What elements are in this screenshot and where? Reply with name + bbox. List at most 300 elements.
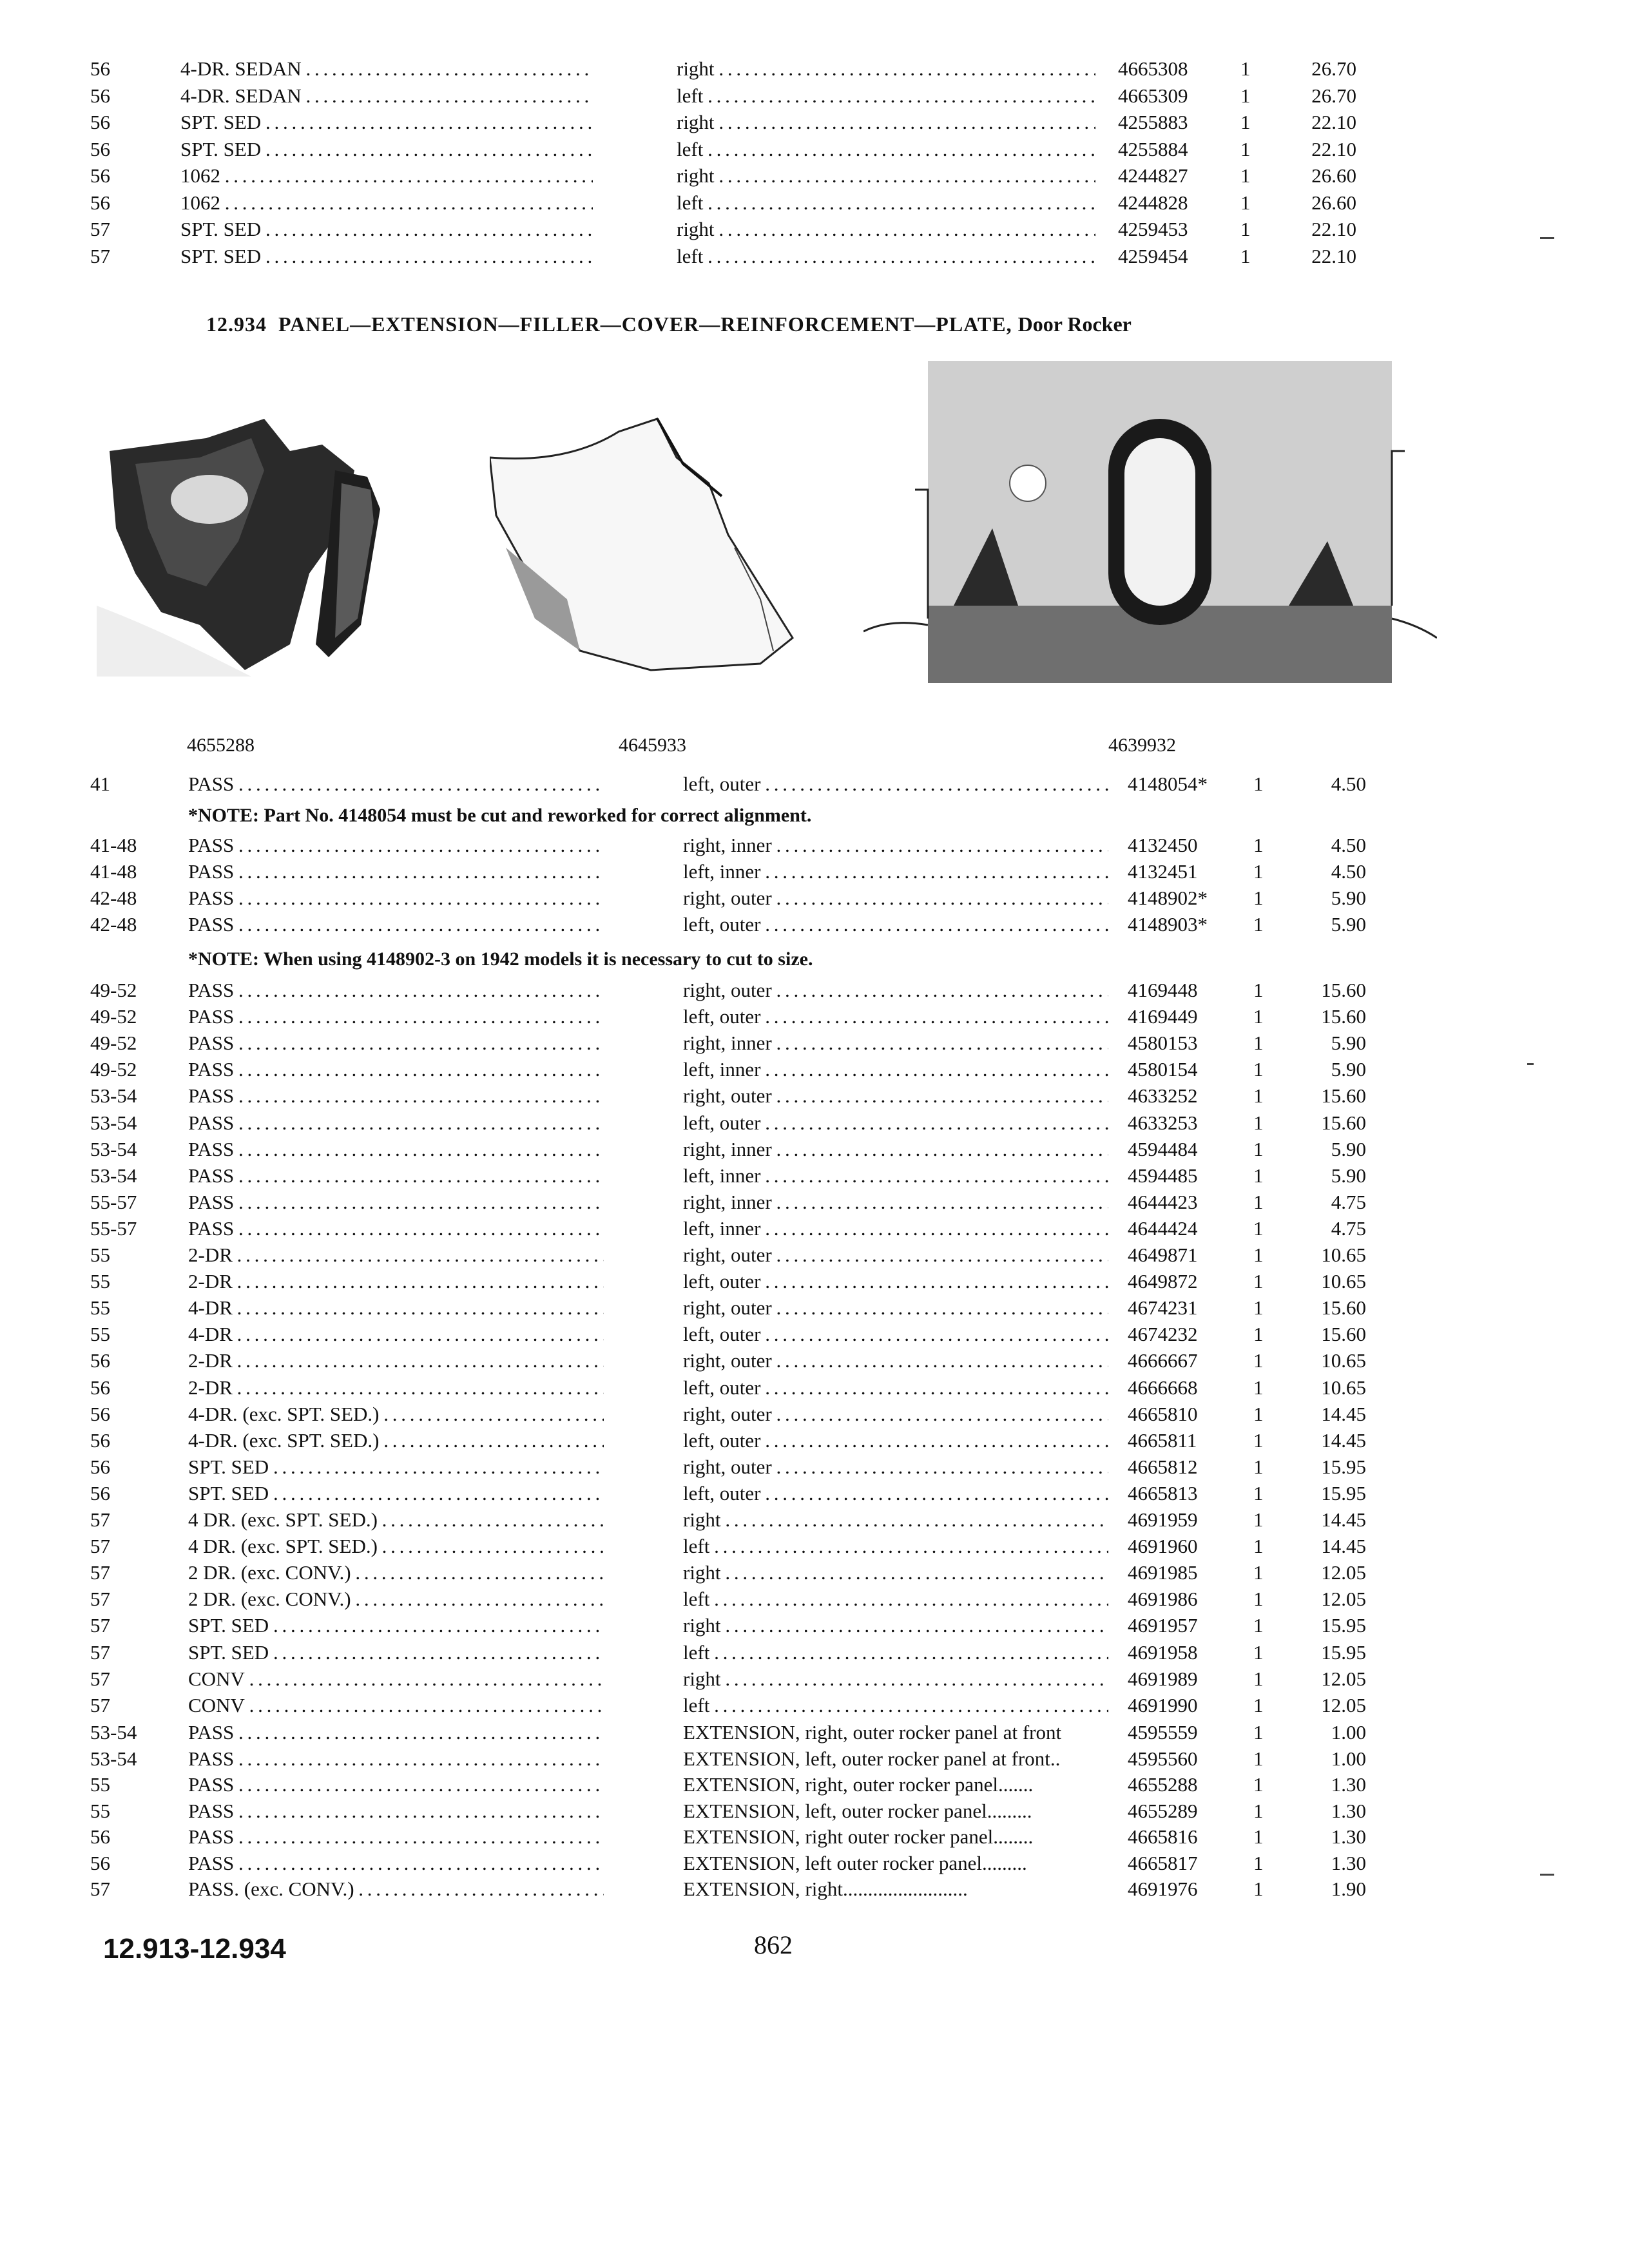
cell-qty: 1: [1253, 1481, 1264, 1504]
cell-qty: 1: [1253, 1190, 1264, 1213]
cell-year: 57: [90, 218, 110, 240]
table-row: [0, 911, 1629, 938]
table-row: [0, 1533, 1629, 1560]
cell-price: 5.90: [1331, 913, 1366, 936]
cell-year: 56: [90, 1428, 110, 1452]
cell-qty: 1: [1253, 1878, 1264, 1900]
cell-year: 53-54: [90, 1721, 137, 1744]
cell-part: 4691958: [1128, 1640, 1198, 1664]
cell-qty: 1: [1240, 111, 1251, 133]
cell-desc: left, outer . . .: [683, 1110, 1108, 1137]
table-row: [0, 1189, 1629, 1216]
cell-desc: right . . .: [677, 55, 1095, 82]
table-row: [0, 1850, 1629, 1877]
cell-model: PASS . . .: [188, 1850, 604, 1877]
cell-model: PASS . . .: [188, 1030, 604, 1057]
cell-qty: 1: [1253, 913, 1264, 936]
cell-year: 57: [90, 1535, 110, 1558]
cell-model: PASS . . .: [188, 885, 604, 912]
cell-qty: 1: [1253, 1111, 1264, 1134]
cell-year: 57: [90, 1640, 110, 1664]
cell-qty: 1: [1253, 1851, 1264, 1874]
cell-part: 4665309: [1118, 84, 1188, 107]
cell-model: PASS . . .: [188, 1798, 604, 1825]
cell-price: 1.30: [1331, 1799, 1366, 1822]
cell-price: 22.10: [1311, 111, 1356, 133]
table-row: [0, 858, 1629, 885]
cell-model: 4-DR. (exc. SPT. SED.) . . .: [188, 1401, 604, 1428]
cell-model: 1062 . . .: [180, 162, 593, 189]
cell-model: SPT. SED . . .: [180, 136, 593, 163]
cell-part: 4691960: [1128, 1535, 1198, 1558]
cell-year: 55: [90, 1270, 110, 1293]
table-row: [0, 1586, 1629, 1613]
cell-desc: right, outer . . .: [683, 1294, 1108, 1321]
table-row: [0, 1401, 1629, 1428]
cell-year: 55: [90, 1296, 110, 1320]
cell-qty: 1: [1253, 1508, 1264, 1531]
cell-qty: 1: [1253, 887, 1264, 909]
cell-year: 56: [90, 1851, 110, 1874]
cell-desc: right, inner . . .: [683, 1189, 1108, 1216]
cell-model: PASS . . .: [188, 1136, 604, 1163]
cell-model: 4-DR. (exc. SPT. SED.) . . .: [188, 1427, 604, 1454]
table-row: [0, 1030, 1629, 1057]
cell-part: 4259454: [1118, 244, 1188, 267]
cell-part: 4580154: [1128, 1058, 1198, 1081]
cell-year: 53-54: [90, 1111, 137, 1134]
cell-desc: left, outer . . .: [683, 1480, 1108, 1507]
margin-tick: [1527, 1063, 1534, 1065]
table-row: [0, 1719, 1629, 1746]
cell-qty: 1: [1253, 1137, 1264, 1160]
cell-year: 57: [90, 244, 110, 267]
table-row: [0, 977, 1629, 1004]
cell-year: 56: [90, 1455, 110, 1478]
cell-desc: EXTENSION, right, outer rocker panel.......: [683, 1773, 1034, 1796]
cell-year: 55: [90, 1323, 110, 1346]
cell-year: 49-52: [90, 979, 137, 1001]
cell-qty: 1: [1253, 1721, 1264, 1744]
cell-desc: left, inner . . .: [683, 1215, 1108, 1242]
cell-qty: 1: [1253, 1376, 1264, 1399]
cell-desc: right . . .: [683, 1559, 1108, 1586]
cell-model: 2-DR . . .: [188, 1374, 604, 1401]
cell-qty: 1: [1253, 979, 1264, 1001]
cell-part: 4665308: [1118, 57, 1188, 80]
cell-price: 14.45: [1321, 1535, 1366, 1558]
cell-price: 12.05: [1321, 1693, 1366, 1716]
cell-desc: right, outer . . .: [683, 1347, 1108, 1374]
cell-model: SPT. SED . . .: [180, 109, 593, 136]
cell-qty: 1: [1253, 1244, 1264, 1266]
table-row: [0, 1559, 1629, 1586]
cell-qty: 1: [1253, 1825, 1264, 1848]
cell-model: SPT. SED . . .: [188, 1612, 604, 1639]
cell-year: 56: [90, 1825, 110, 1848]
cell-model: PASS. (exc. CONV.) . . .: [188, 1876, 604, 1903]
cell-desc: left, outer . . .: [683, 1374, 1108, 1401]
cell-price: 4.50: [1331, 773, 1366, 795]
table-row: [0, 1745, 1629, 1773]
cell-year: 49-52: [90, 1005, 137, 1028]
cell-desc: left, outer . . .: [683, 1321, 1108, 1348]
cell-model: PASS . . .: [188, 1110, 604, 1137]
cell-year: 56: [90, 1349, 110, 1372]
cell-desc: right, outer . . .: [683, 977, 1108, 1004]
cell-model: PASS . . .: [188, 832, 604, 859]
cell-model: PASS . . .: [188, 1162, 604, 1189]
table-row: [0, 832, 1629, 859]
table-row: [0, 1136, 1629, 1163]
cell-price: 5.90: [1331, 1032, 1366, 1055]
table-row: [0, 1454, 1629, 1481]
cell-qty: 1: [1253, 1296, 1264, 1320]
cell-year: 57: [90, 1693, 110, 1716]
cell-part: 4633252: [1128, 1084, 1198, 1108]
cell-desc: EXTENSION, right outer rocker panel........: [683, 1825, 1034, 1848]
page-number: 862: [754, 1930, 793, 1959]
cell-price: 5.90: [1331, 1164, 1366, 1187]
cell-part: 4691957: [1128, 1614, 1198, 1637]
cell-price: 10.65: [1321, 1349, 1366, 1372]
note-1: *NOTE: Part No. 4148054 must be cut and reworked for correct alignment.: [188, 805, 812, 826]
cell-qty: 1: [1253, 1323, 1264, 1346]
cell-desc: right, inner . . .: [683, 1030, 1108, 1057]
cell-qty: 1: [1253, 1402, 1264, 1425]
table-row: [0, 885, 1629, 912]
table-row: [0, 136, 1629, 163]
cell-model: 2-DR . . .: [188, 1242, 604, 1269]
cell-part: 4169448: [1128, 979, 1198, 1001]
cell-part: 4655288: [1128, 1773, 1198, 1796]
cell-qty: 1: [1253, 1428, 1264, 1452]
cell-desc: left, inner . . .: [683, 858, 1108, 885]
cell-part: 4665813: [1128, 1481, 1198, 1504]
cell-part: 4595559: [1128, 1721, 1198, 1744]
cell-price: 14.45: [1321, 1428, 1366, 1452]
table-row: [0, 216, 1629, 243]
cell-year: 57: [90, 1561, 110, 1584]
cell-qty: 1: [1253, 1164, 1264, 1187]
part-illustration-4639932: [863, 361, 1437, 696]
cell-desc: left, outer . . .: [683, 1003, 1108, 1030]
cell-model: 2-DR . . .: [188, 1347, 604, 1374]
cell-desc: right, inner . . .: [683, 1136, 1108, 1163]
table-row: [0, 55, 1629, 82]
cell-part: 4666667: [1128, 1349, 1198, 1372]
cell-qty: 1: [1253, 1667, 1264, 1690]
section-heading: [206, 312, 1132, 336]
cell-part: 4244828: [1118, 191, 1188, 214]
cell-year: 56: [90, 1376, 110, 1399]
cell-part: 4148903*: [1128, 913, 1208, 936]
table-row: [0, 243, 1629, 270]
cell-model: PASS . . .: [188, 1082, 604, 1110]
cell-year: 41-48: [90, 860, 137, 883]
cell-qty: 1: [1253, 1270, 1264, 1293]
cell-model: 4-DR . . .: [188, 1321, 604, 1348]
section-number: 12.934: [206, 312, 267, 336]
cell-price: 15.60: [1321, 1296, 1366, 1320]
cell-desc: EXTENSION, right.........................: [683, 1878, 968, 1900]
table-row: [0, 162, 1629, 189]
cell-year: 56: [90, 1402, 110, 1425]
cell-desc: EXTENSION, left, outer rocker panel at front..: [683, 1747, 1061, 1770]
cell-qty: 1: [1253, 1058, 1264, 1081]
cell-desc: right, inner . . .: [683, 832, 1108, 859]
cell-part: 4580153: [1128, 1032, 1198, 1055]
cell-price: 26.70: [1311, 84, 1356, 107]
cell-part: 4674232: [1128, 1323, 1198, 1346]
table-row: [0, 1162, 1629, 1189]
cell-price: 15.95: [1321, 1614, 1366, 1637]
cell-model: PASS . . .: [188, 771, 604, 798]
cell-year: 56: [90, 57, 110, 80]
cell-qty: 1: [1240, 244, 1251, 267]
cell-part: 4259453: [1118, 218, 1188, 240]
part-illustration-4655288: [97, 412, 445, 677]
cell-price: 12.05: [1321, 1667, 1366, 1690]
cell-price: 4.75: [1331, 1216, 1366, 1240]
table-row: [0, 771, 1629, 798]
cell-part: 4674231: [1128, 1296, 1198, 1320]
section-range: 12.913-12.934: [103, 1933, 286, 1965]
cell-part: 4169449: [1128, 1005, 1198, 1028]
cell-year: 57: [90, 1667, 110, 1690]
cell-year: 57: [90, 1614, 110, 1637]
photo-label-1: 4655288: [187, 735, 255, 756]
cell-qty: 1: [1253, 1455, 1264, 1478]
cell-model: 4 DR. (exc. SPT. SED.) . . .: [188, 1506, 604, 1533]
cell-year: 56: [90, 1481, 110, 1504]
cell-part: 4633253: [1128, 1111, 1198, 1134]
cell-desc: right, outer . . .: [683, 1242, 1108, 1269]
table-row: [0, 1639, 1629, 1666]
cell-qty: 1: [1253, 1084, 1264, 1108]
cell-model: PASS . . .: [188, 1771, 604, 1798]
cell-model: 4 DR. (exc. SPT. SED.) . . .: [188, 1533, 604, 1560]
cell-price: 10.65: [1321, 1376, 1366, 1399]
cell-qty: 1: [1253, 1799, 1264, 1822]
cell-qty: 1: [1240, 218, 1251, 240]
table-row: [0, 1374, 1629, 1401]
cell-year: 56: [90, 137, 110, 160]
cell-qty: 1: [1253, 1588, 1264, 1611]
table-row: [0, 189, 1629, 216]
cell-part: 4148054*: [1128, 773, 1208, 795]
cell-model: 4-DR. SEDAN . . .: [180, 55, 593, 82]
cell-model: SPT. SED . . .: [180, 243, 593, 270]
cell-qty: 1: [1253, 1216, 1264, 1240]
cell-qty: 1: [1253, 1614, 1264, 1637]
cell-price: 15.60: [1321, 979, 1366, 1001]
table-row: [0, 1823, 1629, 1850]
cell-part: 4595560: [1128, 1747, 1198, 1770]
cell-model: 4-DR . . .: [188, 1294, 604, 1321]
cell-desc: right . . .: [677, 162, 1095, 189]
cell-price: 4.75: [1331, 1190, 1366, 1213]
cell-part: 4132451: [1128, 860, 1198, 883]
cell-qty: 1: [1240, 137, 1251, 160]
cell-model: PASS . . .: [188, 1215, 604, 1242]
cell-price: 1.90: [1331, 1878, 1366, 1900]
table-row: [0, 1003, 1629, 1030]
cell-price: 10.65: [1321, 1270, 1366, 1293]
cell-year: 41: [90, 773, 110, 795]
cell-price: 1.30: [1331, 1825, 1366, 1848]
cell-part: 4665817: [1128, 1851, 1198, 1874]
cell-part: 4666668: [1128, 1376, 1198, 1399]
cell-model: PASS . . .: [188, 1719, 604, 1746]
cell-desc: left . . .: [677, 243, 1095, 270]
cell-price: 22.10: [1311, 244, 1356, 267]
table-row: [0, 1268, 1629, 1295]
cell-year: 55: [90, 1799, 110, 1822]
cell-year: 53-54: [90, 1164, 137, 1187]
part-illustration-4645933: [490, 406, 812, 677]
table-row: [0, 1798, 1629, 1825]
cell-price: 4.50: [1331, 834, 1366, 856]
table-row: [0, 1056, 1629, 1083]
cell-part: 4691989: [1128, 1667, 1198, 1690]
cell-part: 4594484: [1128, 1137, 1198, 1160]
cell-desc: left . . .: [677, 189, 1095, 216]
cell-qty: 1: [1240, 57, 1251, 80]
table-row: [0, 1666, 1629, 1693]
cell-model: 2-DR . . .: [188, 1268, 604, 1295]
note-2: *NOTE: When using 4148902-3 on 1942 models it is necessary to cut to size.: [188, 948, 813, 970]
cell-price: 15.60: [1321, 1111, 1366, 1134]
table-row: [0, 82, 1629, 110]
cell-desc: left . . .: [677, 82, 1095, 110]
cell-part: 4665816: [1128, 1825, 1198, 1848]
cell-year: 57: [90, 1878, 110, 1900]
cell-desc: EXTENSION, right, outer rocker panel at front: [683, 1721, 1062, 1744]
cell-price: 15.95: [1321, 1455, 1366, 1478]
cell-desc: left . . .: [677, 136, 1095, 163]
table-row: [0, 109, 1629, 136]
table-row: [0, 1082, 1629, 1110]
cell-qty: 1: [1253, 1747, 1264, 1770]
cell-part: 4691990: [1128, 1693, 1198, 1716]
margin-tick: [1540, 237, 1554, 239]
table-row: [0, 1347, 1629, 1374]
cell-qty: 1: [1253, 1032, 1264, 1055]
table-row: [0, 1427, 1629, 1454]
cell-part: 4244827: [1118, 164, 1188, 187]
cell-price: 15.95: [1321, 1481, 1366, 1504]
cell-part: 4691959: [1128, 1508, 1198, 1531]
cell-part: 4655289: [1128, 1799, 1198, 1822]
cell-price: 1.30: [1331, 1773, 1366, 1796]
cell-qty: 1: [1253, 860, 1264, 883]
cell-part: 4665811: [1128, 1428, 1197, 1452]
cell-price: 14.45: [1321, 1508, 1366, 1531]
cell-part: 4691986: [1128, 1588, 1198, 1611]
cell-desc: EXTENSION, left outer rocker panel.........: [683, 1851, 1027, 1874]
cell-part: 4649871: [1128, 1244, 1198, 1266]
cell-qty: 1: [1240, 84, 1251, 107]
cell-year: 42-48: [90, 887, 137, 909]
table-row: [0, 1692, 1629, 1719]
cell-qty: 1: [1253, 1005, 1264, 1028]
cell-part: 4132450: [1128, 834, 1198, 856]
table-row: [0, 1215, 1629, 1242]
cell-price: 5.90: [1331, 1058, 1366, 1081]
cell-model: 4-DR. SEDAN . . .: [180, 82, 593, 110]
cell-model: SPT. SED . . .: [188, 1639, 604, 1666]
cell-part: 4148902*: [1128, 887, 1208, 909]
cell-price: 22.10: [1311, 137, 1356, 160]
cell-model: PASS . . .: [188, 1823, 604, 1850]
cell-price: 14.45: [1321, 1402, 1366, 1425]
table-row: [0, 1876, 1629, 1903]
cell-part: 4691976: [1128, 1878, 1198, 1900]
cell-price: 15.60: [1321, 1084, 1366, 1108]
table-row: [0, 1294, 1629, 1321]
cell-price: 15.60: [1321, 1323, 1366, 1346]
table-row: [0, 1321, 1629, 1348]
cell-year: 55: [90, 1244, 110, 1266]
cell-qty: 1: [1253, 834, 1264, 856]
cell-year: 53-54: [90, 1084, 137, 1108]
cell-part: 4594485: [1128, 1164, 1198, 1187]
cell-price: 26.60: [1311, 164, 1356, 187]
cell-year: 56: [90, 84, 110, 107]
table-row: [0, 1480, 1629, 1507]
cell-price: 1.30: [1331, 1851, 1366, 1874]
cell-desc: left, outer . . .: [683, 911, 1108, 938]
cell-price: 26.60: [1311, 191, 1356, 214]
cell-model: 2 DR. (exc. CONV.) . . .: [188, 1586, 604, 1613]
cell-year: 57: [90, 1588, 110, 1611]
cell-desc: left, inner . . .: [683, 1162, 1108, 1189]
cell-desc: left, outer . . .: [683, 771, 1108, 798]
cell-part: 4691985: [1128, 1561, 1198, 1584]
cell-qty: 1: [1240, 191, 1251, 214]
cell-qty: 1: [1253, 1535, 1264, 1558]
cell-qty: 1: [1253, 1349, 1264, 1372]
cell-qty: 1: [1253, 1773, 1264, 1796]
table-row: [0, 1612, 1629, 1639]
cell-year: 53-54: [90, 1137, 137, 1160]
section-title: PANEL—EXTENSION—FILLER—COVER—REINFORCEMENT—PLATE,: [278, 312, 1012, 336]
cell-desc: left, inner . . .: [683, 1056, 1108, 1083]
cell-part: 4644424: [1128, 1216, 1198, 1240]
cell-desc: right, outer . . .: [683, 885, 1108, 912]
cell-qty: 1: [1253, 773, 1264, 795]
cell-price: 15.60: [1321, 1005, 1366, 1028]
cell-model: PASS . . .: [188, 858, 604, 885]
cell-desc: right, outer . . .: [683, 1401, 1108, 1428]
cell-part: 4649872: [1128, 1270, 1198, 1293]
cell-model: SPT. SED . . .: [188, 1454, 604, 1481]
cell-desc: right . . .: [677, 216, 1095, 243]
cell-year: 56: [90, 191, 110, 214]
cell-model: PASS . . .: [188, 977, 604, 1004]
table-row: [0, 1506, 1629, 1533]
cell-year: 49-52: [90, 1032, 137, 1055]
cell-price: 15.95: [1321, 1640, 1366, 1664]
photo-label-3: 4639932: [1108, 735, 1176, 756]
cell-price: 4.50: [1331, 860, 1366, 883]
cell-price: 1.00: [1331, 1721, 1366, 1744]
cell-year: 55-57: [90, 1190, 137, 1213]
cell-desc: right, outer . . .: [683, 1082, 1108, 1110]
cell-desc: left . . .: [683, 1586, 1108, 1613]
table-row: [0, 1110, 1629, 1137]
